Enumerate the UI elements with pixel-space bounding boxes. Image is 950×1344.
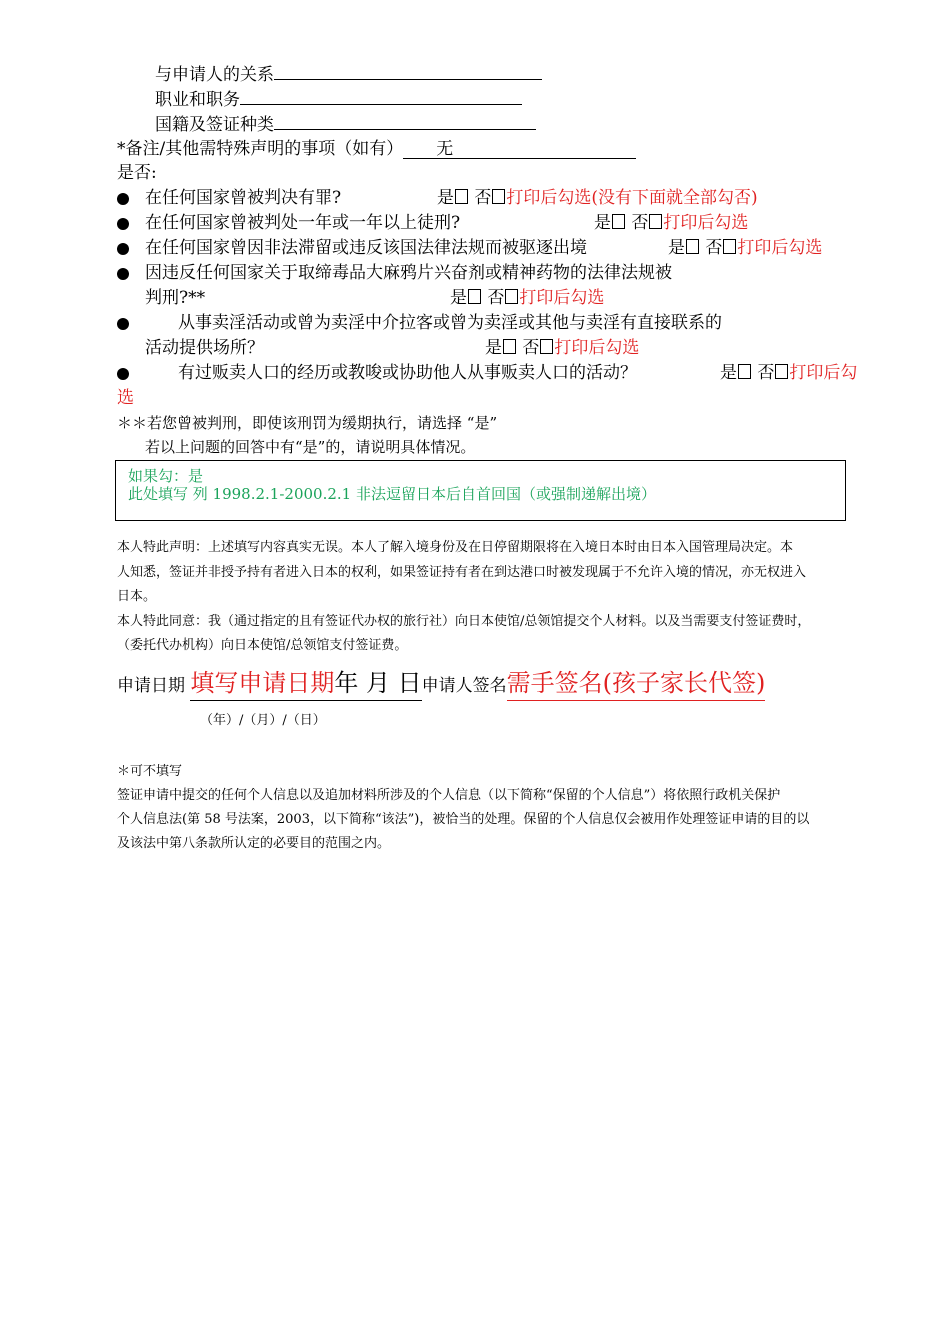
consent-line-1: 本人特此同意：我（通过指定的且有签证代办权的旅行社）向日本使馆/总领馆提交个人材料。以及当需要支付签证费时， xyxy=(117,614,811,629)
declaration-line-3: 日本。 xyxy=(117,589,157,604)
question-5-hint: 打印后勾选 xyxy=(554,338,640,358)
question-4-text-cont: 判刑?** xyxy=(145,288,206,308)
question-1-text: 在任何国家曾被判决有罪? xyxy=(145,188,342,208)
question-2-options xyxy=(594,212,748,234)
date-format: （年）/（月）/（日） xyxy=(200,713,326,728)
question-4-hint: 打印后勾选 xyxy=(519,288,605,308)
date-units: 年 月 日 xyxy=(334,669,422,697)
no-checkbox[interactable] xyxy=(540,339,553,354)
declaration-line-2: 人知悉，签证并非授予持有者进入日本的权利，如果签证持有者在到达港口时被发现属于不允许入境的情况，亦无权进入 xyxy=(117,565,807,580)
explanation-line-1: 如果勾：是 xyxy=(128,467,204,485)
yes-checkbox[interactable] xyxy=(612,214,625,229)
explanation-line-2: 此处填写 列 1998.2.1-2000.2.1 非法逗留日本后自首回国（或强制递解出境） xyxy=(128,485,656,503)
yes-label: 是 xyxy=(437,188,454,208)
no-label: 否 xyxy=(474,188,492,208)
occupation-field xyxy=(155,88,522,111)
remarks-label: *备注/其他需特殊声明的事项（如有） xyxy=(117,139,404,159)
nationality-label: 国籍及签证种类 xyxy=(155,115,274,135)
no-label: 否 xyxy=(757,363,775,383)
bullet-icon xyxy=(117,193,129,205)
explain-note: 若以上问题的回答中有“是”的，请说明具体情况。 xyxy=(145,438,476,456)
yes-label: 是 xyxy=(720,363,737,383)
questions-intro: 是否: xyxy=(117,163,157,183)
yes-label: 是 xyxy=(668,238,685,258)
question-4-text: 因违反任何国家关于取缔毒品大麻鸦片兴奋剂或精神药物的法律法规被 xyxy=(145,263,672,283)
no-label: 否 xyxy=(522,338,540,358)
question-5-text-cont: 活动提供场所？ xyxy=(145,338,264,358)
no-checkbox[interactable] xyxy=(723,239,736,254)
question-3-options xyxy=(668,237,822,259)
yes-label: 是 xyxy=(450,288,467,308)
no-label: 否 xyxy=(705,238,723,258)
question-3-text: 在任何国家曾因非法滞留或违反该国法律法规而被驱逐出境 xyxy=(145,238,587,258)
question-4-options xyxy=(450,287,604,309)
question-6-text: 有过贩卖人口的经历或教唆或协助他人从事贩卖人口的活动？ xyxy=(178,363,637,383)
conviction-note: ＊＊若您曾被判刑，即使该刑罚为缓期执行，请选择 “是” xyxy=(117,414,498,432)
bullet-icon xyxy=(117,268,129,280)
signature-row xyxy=(117,669,765,702)
remarks-field xyxy=(117,138,636,160)
nationality-field xyxy=(155,113,536,136)
bullet-icon xyxy=(117,368,129,380)
remarks-value[interactable]: 无 xyxy=(403,140,636,159)
privacy-line-2: 个人信息法(第 58 号法案，2003，以下简称“该法”)，被恰当的处理。保留的个人信息仅会被用作处理签证申请的目的以 xyxy=(117,812,810,827)
question-5-text: 从事卖淫活动或曾为卖淫中介拉客或曾为卖淫或其他与卖淫有直接联系的 xyxy=(178,313,722,333)
privacy-line-3: 及该法中第八条款所认定的必要目的范围之内。 xyxy=(117,836,391,851)
question-2-text: 在任何国家曾被判处一年或一年以上徒刑? xyxy=(145,213,461,233)
bullet-icon xyxy=(117,243,129,255)
optional-note: ＊可不填写 xyxy=(117,764,183,779)
relationship-field xyxy=(155,63,542,86)
question-5-options xyxy=(485,337,639,359)
yes-checkbox[interactable] xyxy=(686,239,699,254)
relationship-blank[interactable] xyxy=(274,63,542,80)
yes-label: 是 xyxy=(485,338,502,358)
question-1-options xyxy=(437,187,758,209)
question-6-options xyxy=(720,362,857,384)
privacy-line-1: 签证申请中提交的任何个人信息以及追加材料所涉及的个人信息（以下简称“保留的个人信息”）将依照行政机关保护 xyxy=(117,788,781,803)
no-checkbox[interactable] xyxy=(649,214,662,229)
consent-line-2: （委托代办机构）向日本使馆/总领馆支付签证费。 xyxy=(117,638,408,653)
question-2-hint: 打印后勾选 xyxy=(663,213,749,233)
date-field[interactable] xyxy=(190,669,421,701)
signature-hint: 需手签名(孩子家长代签) xyxy=(506,669,766,697)
no-checkbox[interactable] xyxy=(505,289,518,304)
signature-field[interactable] xyxy=(507,669,766,701)
explanation-box[interactable] xyxy=(115,460,846,521)
date-hint: 填写申请日期 xyxy=(190,669,335,697)
occupation-label: 职业和职务 xyxy=(155,90,240,110)
bullet-icon xyxy=(117,318,129,330)
relationship-label: 与申请人的关系 xyxy=(155,65,274,85)
no-checkbox[interactable] xyxy=(492,189,505,204)
question-6-hint: 打印后勾 xyxy=(789,363,858,383)
declaration-line-1: 本人特此声明：上述填写内容真实无误。本人了解入境身份及在日停留期限将在入境日本时由日本入国管理局决定。本 xyxy=(117,540,794,555)
sign-label: 申请人签名 xyxy=(421,676,507,696)
yes-label: 是 xyxy=(594,213,611,233)
yes-checkbox[interactable] xyxy=(738,364,751,379)
no-label: 否 xyxy=(631,213,649,233)
question-6-hint-wrap: 选 xyxy=(117,388,134,408)
question-1-hint: 打印后勾选(没有下面就全部勾否) xyxy=(506,188,758,208)
no-label: 否 xyxy=(487,288,505,308)
date-label: 申请日期 xyxy=(117,676,185,696)
yes-checkbox[interactable] xyxy=(455,189,468,204)
occupation-blank[interactable] xyxy=(240,88,522,105)
yes-checkbox[interactable] xyxy=(468,289,481,304)
bullet-icon xyxy=(117,218,129,230)
question-3-hint: 打印后勾选 xyxy=(737,238,823,258)
no-checkbox[interactable] xyxy=(775,364,788,379)
yes-checkbox[interactable] xyxy=(503,339,516,354)
nationality-blank[interactable] xyxy=(274,113,536,130)
